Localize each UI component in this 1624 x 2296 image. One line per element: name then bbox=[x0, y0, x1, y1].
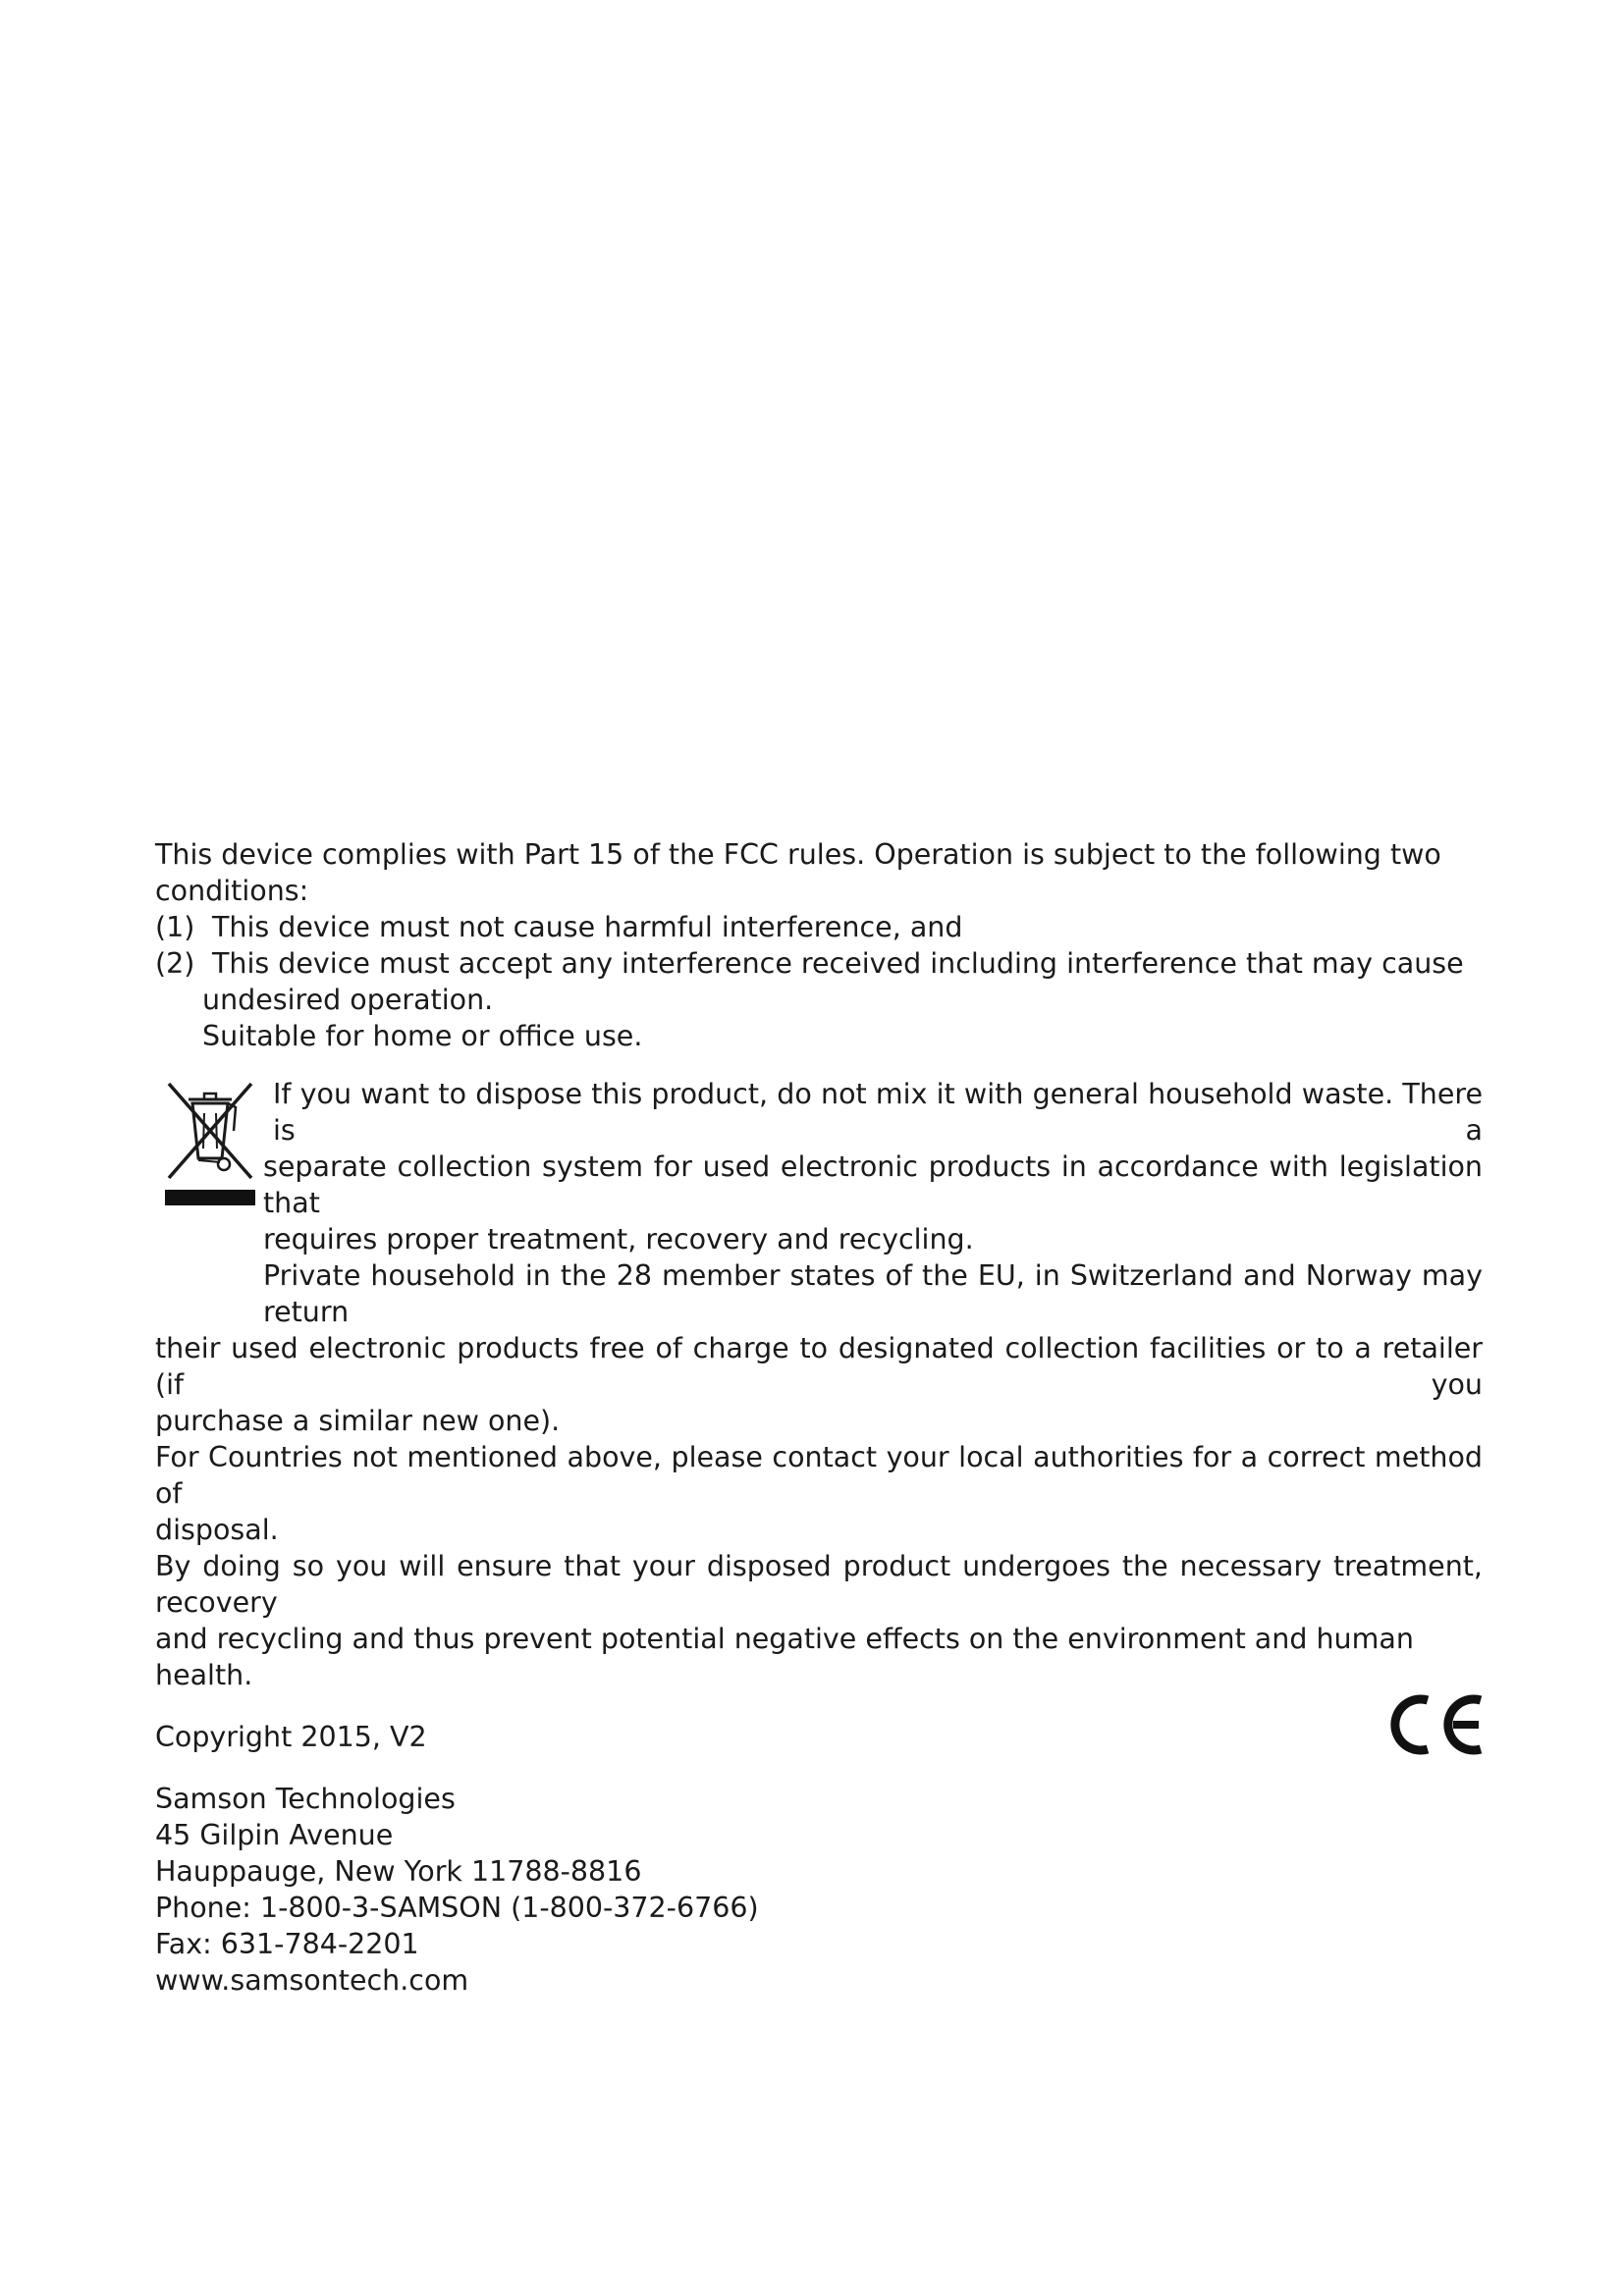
fcc-condition-2 bbox=[155, 945, 1483, 982]
weee-disposal-notice bbox=[155, 1076, 1483, 1693]
address-street: 45 Gilpin Avenue bbox=[155, 1819, 394, 1851]
address-city: Hauppauge, New York 11788-8816 bbox=[155, 1855, 642, 1888]
address-phone: Phone: 1-800-3-SAMSON (1-800-372-6766) bbox=[155, 1892, 759, 1924]
weee-line-3: requires proper treatment, recovery and recycling. bbox=[263, 1223, 974, 1255]
fcc-intro-line-1: This device complies with Part 15 of the FCC rules. Operation is subject to the following two bbox=[155, 838, 1441, 871]
weee-line-6: purchase a similar new one). bbox=[155, 1405, 561, 1437]
company-name: Samson Technologies bbox=[155, 1783, 456, 1815]
weee-text bbox=[155, 1076, 1483, 1330]
fcc-condition-1-text: This device must not cause harmful interference, and bbox=[212, 911, 963, 943]
ce-mark-icon bbox=[1384, 1692, 1487, 1757]
fcc-suitable-note: Suitable for home or office use. bbox=[202, 1020, 643, 1052]
fcc-condition-1 bbox=[155, 909, 1483, 945]
crossed-out-wheelie-bin-icon bbox=[163, 1080, 257, 1207]
weee-line-4: Private household in the 28 member states of the EU, in Switzerland and Norway may return bbox=[263, 1259, 1483, 1328]
fcc-condition-1-number: (1) bbox=[155, 911, 195, 943]
weee-line-9: By doing so you will ensure that your disposed product undergoes the necessary treatment, recovery bbox=[155, 1550, 1483, 1619]
copyright-notice: Copyright 2015, V2 bbox=[155, 1721, 427, 1753]
address-fax: Fax: 631-784-2201 bbox=[155, 1928, 419, 1960]
company-address bbox=[155, 1781, 1483, 1999]
fcc-intro-line-2: conditions: bbox=[155, 875, 309, 907]
fcc-condition-2-continuation: undesired operation. bbox=[202, 984, 494, 1016]
weee-line-10: and recycling and thus prevent potential negative effects on the environment and human health. bbox=[155, 1623, 1414, 1691]
weee-line-8: disposal. bbox=[155, 1514, 279, 1546]
fcc-condition-2-text: This device must accept any interference received including interference that may cause bbox=[212, 947, 1464, 980]
weee-line-1: If you want to dispose this product, do not mix it with general household waste. There is a bbox=[273, 1078, 1483, 1147]
weee-line-2: separate collection system for used electronic products in accordance with legislation that bbox=[263, 1150, 1483, 1219]
weee-line-5: their used electronic products free of charge to designated collection facilities or to a retailer (if you bbox=[155, 1332, 1483, 1401]
company-website: www.samsontech.com bbox=[155, 1964, 469, 1997]
fcc-statement bbox=[155, 836, 1483, 1054]
document-body bbox=[155, 836, 1483, 1999]
weee-line-7: For Countries not mentioned above, please contact your local authorities for a correct method of bbox=[155, 1441, 1483, 1510]
fcc-condition-2-number: (2) bbox=[155, 947, 195, 980]
